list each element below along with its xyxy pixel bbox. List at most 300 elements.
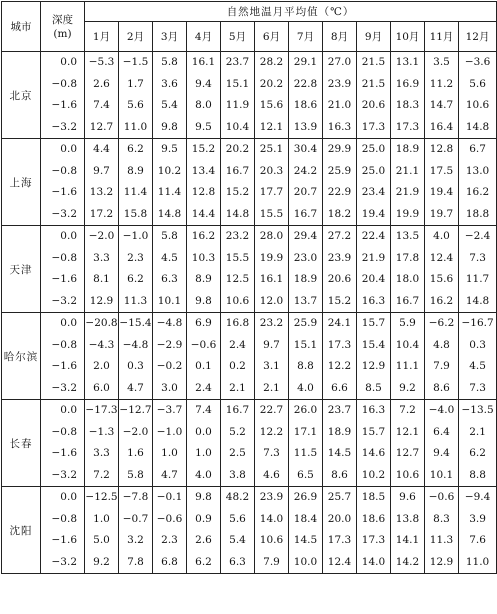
temperature-value: 4.5	[161, 251, 178, 264]
temperature-value: 27.2	[327, 230, 352, 242]
temperature-value: −16.7	[461, 317, 494, 329]
temperature-value: 28.2	[259, 56, 284, 68]
temperature-value: 21.5	[361, 77, 386, 90]
temperature-value: 16.2	[465, 186, 490, 198]
month-values-cell	[153, 226, 187, 313]
temperature-value: 2.1	[263, 381, 280, 394]
temperature-value: 15.1	[293, 338, 318, 351]
temperature-value: 15.2	[225, 186, 250, 198]
month-values-cell	[289, 52, 323, 139]
temperature-value: 13.9	[293, 120, 318, 133]
temperature-value: 0.9	[195, 512, 212, 525]
city-row	[2, 313, 497, 400]
temperature-value: 14.8	[465, 120, 490, 133]
temperature-value: 14.6	[361, 447, 386, 459]
temperature-value: 15.6	[259, 99, 284, 111]
temperature-value: 5.4	[161, 99, 178, 111]
temperature-value: 4.8	[433, 338, 450, 351]
temperature-value: 19.7	[429, 207, 454, 220]
temperature-value: 12.9	[361, 360, 386, 372]
temperature-value: 17.5	[429, 164, 454, 177]
temperature-value: 3.2	[127, 534, 144, 546]
temperature-value: 8.8	[297, 360, 314, 372]
temperature-value: 14.7	[429, 99, 454, 111]
temperature-value: 8.9	[195, 273, 212, 285]
month-values-cell	[153, 52, 187, 139]
depth-value: −1.6	[51, 447, 77, 459]
temperature-value: −0.6	[156, 512, 183, 525]
month-values-cell	[85, 226, 119, 313]
month-values-cell	[221, 313, 255, 400]
temperature-value: 25.1	[259, 143, 284, 155]
depth-cell	[41, 139, 85, 226]
month-values-cell	[323, 52, 357, 139]
temperature-value: 4.5	[469, 360, 486, 372]
temperature-value: 6.2	[195, 555, 212, 568]
temperature-value: 14.0	[361, 555, 386, 568]
temperature-value: 21.0	[327, 99, 352, 111]
temperature-value: 12.8	[191, 186, 216, 198]
temperature-value: 23.0	[293, 251, 318, 264]
month-values-cell	[323, 400, 357, 487]
temperature-value: 6.6	[331, 381, 348, 394]
month-values-cell	[391, 226, 425, 313]
table-title: 自然地温月平均值（℃）	[85, 2, 497, 22]
month-values-cell	[289, 139, 323, 226]
depth-value: 0.0	[60, 230, 77, 242]
temperature-value: 17.3	[361, 120, 386, 133]
temperature-value: 2.1	[469, 425, 486, 438]
temperature-value: 17.3	[361, 534, 386, 546]
temperature-value: 13.4	[191, 164, 216, 177]
temperature-value: 6.2	[127, 273, 144, 285]
temperature-value: 5.8	[161, 56, 178, 68]
month-values-cell	[119, 226, 153, 313]
temperature-value: 12.9	[89, 294, 114, 307]
city-row	[2, 226, 497, 313]
month-values-cell	[323, 487, 357, 574]
temperature-value: 6.2	[469, 447, 486, 459]
temperature-value: 13.1	[395, 56, 420, 68]
temperature-value: 29.4	[293, 230, 318, 242]
temperature-value: 10.6	[465, 99, 490, 111]
temperature-value: 11.2	[429, 77, 454, 90]
temperature-value: 12.9	[429, 555, 454, 568]
temperature-value: 2.3	[161, 534, 178, 546]
month-values-cell	[425, 226, 459, 313]
temperature-value: 4.0	[297, 381, 314, 394]
temperature-value: 10.6	[259, 534, 284, 546]
city-name: 长春	[2, 400, 41, 487]
temperature-value: −4.8	[122, 338, 149, 351]
temperature-value: 9.7	[93, 164, 110, 177]
temperature-value: 19.4	[361, 207, 386, 220]
temperature-value: −1.0	[156, 425, 183, 438]
month-values-cell	[119, 313, 153, 400]
temperature-value: 14.1	[395, 534, 420, 546]
temperature-value: 1.0	[93, 512, 110, 525]
month-header: 6月	[255, 22, 289, 52]
temperature-value: 6.5	[297, 468, 314, 481]
temperature-value: 5.0	[93, 534, 110, 546]
temperature-value: −7.8	[122, 491, 149, 503]
temperature-value: 7.3	[263, 447, 280, 459]
temperature-value: 22.7	[259, 404, 284, 416]
temperature-value: 14.8	[157, 207, 182, 220]
depth-value: −1.6	[51, 99, 77, 111]
month-values-cell	[85, 139, 119, 226]
temperature-value: −2.0	[122, 425, 149, 438]
temperature-value: 7.8	[127, 555, 144, 568]
temperature-value: 8.6	[433, 381, 450, 394]
depth-value: 0.0	[60, 491, 77, 503]
temperature-value: 5.2	[229, 425, 246, 438]
depth-value: 0.0	[60, 317, 77, 329]
temperature-value: 20.0	[327, 512, 352, 525]
city-name: 沈阳	[2, 487, 41, 574]
temperature-value: 17.1	[293, 425, 318, 438]
depth-cell	[41, 487, 85, 574]
temperature-value: 16.2	[429, 294, 454, 307]
temperature-value: 16.2	[191, 230, 216, 242]
temperature-value: 13.8	[395, 512, 420, 525]
temperature-value: 14.4	[191, 207, 216, 220]
month-values-cell	[459, 313, 497, 400]
temperature-value: 10.1	[157, 294, 182, 307]
month-values-cell	[289, 487, 323, 574]
month-header: 7月	[289, 22, 323, 52]
month-values-cell	[85, 313, 119, 400]
temperature-value: 3.8	[229, 468, 246, 481]
temperature-value: 9.5	[195, 120, 212, 133]
city-row	[2, 52, 497, 139]
temperature-value: 23.4	[361, 186, 386, 198]
temperature-value: 3.6	[161, 77, 178, 90]
month-values-cell	[187, 52, 221, 139]
temperature-value: 7.3	[469, 251, 486, 264]
temperature-value: 12.4	[429, 251, 454, 264]
temperature-value: 13.7	[293, 294, 318, 307]
month-header: 12月	[459, 22, 497, 52]
month-values-cell	[425, 139, 459, 226]
temperature-value: 2.4	[195, 381, 212, 394]
depth-value: −1.6	[51, 534, 77, 546]
temperature-value: 16.1	[191, 56, 216, 68]
temperature-value: 25.0	[361, 143, 386, 155]
temperature-value: 28.0	[259, 230, 284, 242]
temperature-value: 24.1	[327, 317, 352, 329]
depth-value: −0.8	[51, 164, 77, 177]
temperature-value: 7.4	[195, 404, 212, 416]
month-values-cell	[357, 139, 391, 226]
temperature-value: −6.2	[428, 317, 455, 329]
temperature-value: −3.6	[464, 56, 491, 68]
temperature-value: 6.8	[161, 555, 178, 568]
temperature-value: 22.9	[327, 186, 352, 198]
temperature-value: 7.4	[93, 99, 110, 111]
temperature-value: 3.3	[93, 251, 110, 264]
temperature-value: 16.8	[225, 317, 250, 329]
temperature-value: 14.5	[327, 447, 352, 459]
temperature-value: 26.0	[293, 404, 318, 416]
month-values-cell	[221, 400, 255, 487]
month-values-cell	[391, 139, 425, 226]
month-header: 3月	[153, 22, 187, 52]
temperature-value: 8.9	[127, 164, 144, 177]
temperature-value: 18.8	[465, 207, 490, 220]
month-values-cell	[221, 139, 255, 226]
depth-cell	[41, 313, 85, 400]
temperature-value: 9.2	[93, 555, 110, 568]
month-values-cell	[187, 226, 221, 313]
month-values-cell	[187, 487, 221, 574]
city-row	[2, 400, 497, 487]
month-values-cell	[187, 313, 221, 400]
month-values-cell	[425, 487, 459, 574]
temperature-value: 10.6	[225, 294, 250, 307]
temperature-value: 5.6	[229, 512, 246, 525]
temperature-value: 0.2	[229, 360, 246, 372]
month-values-cell	[459, 226, 497, 313]
temperature-value: 16.7	[293, 207, 318, 220]
temperature-value: 16.9	[395, 77, 420, 90]
temperature-value: 18.9	[293, 273, 318, 285]
temperature-value: 4.7	[127, 381, 144, 394]
temperature-value: 1.0	[161, 447, 178, 459]
month-values-cell	[391, 313, 425, 400]
temperature-value: 13.5	[395, 230, 420, 242]
temperature-value: 25.9	[327, 164, 352, 177]
temperature-value: −4.3	[88, 338, 115, 351]
temperature-value: 9.7	[263, 338, 280, 351]
temperature-value: 23.2	[259, 317, 284, 329]
month-values-cell	[255, 400, 289, 487]
temperature-value: 18.9	[395, 143, 420, 155]
temperature-value: 15.4	[361, 338, 386, 351]
month-values-cell	[323, 313, 357, 400]
temperature-value: 6.3	[229, 555, 246, 568]
city-name: 北京	[2, 52, 41, 139]
temperature-value: −1.5	[122, 56, 149, 68]
depth-cell	[41, 52, 85, 139]
temperature-value: −2.9	[156, 338, 183, 351]
temperature-value: 10.2	[361, 468, 386, 481]
temperature-value: 17.7	[259, 186, 284, 198]
temperature-value: 19.9	[259, 251, 284, 264]
temperature-value: 48.2	[225, 491, 250, 503]
month-values-cell	[255, 313, 289, 400]
month-values-cell	[119, 400, 153, 487]
temperature-value: 27.0	[327, 56, 352, 68]
temperature-value: 0.3	[127, 360, 144, 372]
temperature-value: 5.8	[161, 230, 178, 242]
temperature-value: −12.7	[119, 404, 152, 416]
temperature-value: 8.6	[331, 468, 348, 481]
temperature-value: 17.3	[327, 338, 352, 351]
temperature-value: 23.9	[327, 251, 352, 264]
temperature-value: 18.4	[293, 512, 318, 525]
temperature-value: 7.9	[263, 555, 280, 568]
month-header: 1月	[85, 22, 119, 52]
temperature-value: 20.2	[259, 77, 284, 90]
temperature-value: 20.6	[327, 273, 352, 285]
city-row	[2, 139, 497, 226]
temperature-value: 18.0	[395, 273, 420, 285]
depth-value: −0.8	[51, 512, 77, 525]
temperature-value: 8.1	[93, 273, 110, 285]
temperature-value: 15.8	[123, 207, 148, 220]
temperature-value: −2.0	[88, 230, 115, 242]
temperature-value: 25.9	[293, 317, 318, 329]
month-values-cell	[459, 139, 497, 226]
month-values-cell	[357, 487, 391, 574]
temperature-value: 11.4	[123, 186, 148, 198]
temperature-value: 16.7	[395, 294, 420, 307]
temperature-value: 23.9	[259, 491, 284, 503]
depth-value: −0.8	[51, 338, 77, 351]
temperature-value: 23.7	[225, 56, 250, 68]
temperature-value: 15.2	[191, 143, 216, 155]
temperature-value: 12.1	[395, 425, 420, 438]
temperature-value: 16.7	[225, 164, 250, 177]
month-values-cell	[119, 139, 153, 226]
month-values-cell	[357, 400, 391, 487]
depth-value: −3.2	[51, 555, 77, 568]
temperature-value: 0.1	[195, 360, 212, 372]
temperature-value: 18.2	[327, 207, 352, 220]
temperature-value: 13.2	[89, 186, 114, 198]
temperature-value: 12.0	[259, 294, 284, 307]
month-values-cell	[221, 487, 255, 574]
temperature-value: 12.8	[429, 143, 454, 155]
month-header: 9月	[357, 22, 391, 52]
temperature-value: 18.5	[361, 491, 386, 503]
city-name: 上海	[2, 139, 41, 226]
temperature-value: 9.8	[195, 491, 212, 503]
temperature-value: 23.2	[225, 230, 250, 242]
temperature-value: 15.5	[259, 207, 284, 220]
temperature-value: −4.0	[428, 404, 455, 416]
temperature-value: 1.7	[127, 77, 144, 90]
depth-header-unit: (m)	[53, 27, 72, 40]
temperature-value: 16.3	[361, 294, 386, 307]
temperature-value: 3.0	[161, 381, 178, 394]
month-values-cell	[425, 52, 459, 139]
ground-temperature-table	[1, 1, 497, 574]
month-values-cell	[153, 139, 187, 226]
temperature-value: 11.4	[157, 186, 182, 198]
temperature-value: 7.6	[469, 534, 486, 546]
table-body	[2, 52, 497, 574]
temperature-value: 16.3	[327, 120, 352, 133]
temperature-value: 11.1	[395, 360, 420, 372]
depth-value: −0.8	[51, 77, 77, 90]
temperature-value: 10.4	[395, 338, 420, 351]
temperature-value: 6.3	[161, 273, 178, 285]
temperature-value: 2.4	[229, 338, 246, 351]
month-values-cell	[255, 52, 289, 139]
temperature-value: 9.8	[161, 120, 178, 133]
temperature-value: 4.4	[93, 143, 110, 155]
temperature-value: 14.2	[395, 555, 420, 568]
month-values-cell	[187, 139, 221, 226]
temperature-value: 5.4	[229, 534, 246, 546]
temperature-value: 5.9	[399, 317, 416, 329]
month-values-cell	[459, 487, 497, 574]
temperature-value: −2.4	[464, 230, 491, 242]
temperature-value: 22.8	[293, 77, 318, 90]
temperature-value: 6.0	[93, 381, 110, 394]
temperature-value: 7.9	[433, 360, 450, 372]
depth-value: 0.0	[60, 143, 77, 155]
temperature-value: 1.0	[195, 447, 212, 459]
temperature-value: −15.4	[119, 317, 152, 329]
month-header: 10月	[391, 22, 425, 52]
temperature-value: 7.3	[469, 381, 486, 394]
temperature-value: 17.3	[395, 120, 420, 133]
month-values-cell	[391, 487, 425, 574]
month-values-cell	[85, 487, 119, 574]
temperature-value: 11.0	[123, 120, 148, 133]
temperature-value: 14.0	[259, 512, 284, 525]
temperature-value: 29.9	[327, 143, 352, 155]
depth-value: 0.0	[60, 404, 77, 416]
temperature-value: 14.8	[465, 294, 490, 307]
month-values-cell	[153, 487, 187, 574]
temperature-value: 16.3	[361, 404, 386, 416]
temperature-value: 16.4	[429, 120, 454, 133]
temperature-value: 23.7	[327, 404, 352, 416]
temperature-value: 2.0	[93, 360, 110, 372]
temperature-value: 12.1	[259, 120, 284, 133]
depth-value: −3.2	[51, 207, 77, 220]
month-values-cell	[221, 52, 255, 139]
temperature-value: −0.7	[122, 512, 149, 525]
temperature-value: 24.2	[293, 164, 318, 177]
temperature-value: −17.3	[85, 404, 118, 416]
month-values-cell	[425, 400, 459, 487]
temperature-value: 25.0	[361, 164, 386, 177]
temperature-value: 21.9	[395, 186, 420, 198]
temperature-value: 16.1	[259, 273, 284, 285]
temperature-value: −1.0	[122, 230, 149, 242]
temperature-value: 8.5	[365, 381, 382, 394]
month-values-cell	[391, 52, 425, 139]
depth-header	[41, 2, 85, 52]
month-values-cell	[187, 400, 221, 487]
temperature-value: 12.7	[89, 120, 114, 133]
temperature-value: 2.6	[195, 534, 212, 546]
temperature-value: 8.0	[195, 99, 212, 111]
temperature-value: 17.2	[89, 207, 114, 220]
temperature-value: −0.2	[156, 360, 183, 372]
temperature-value: 12.2	[327, 360, 352, 372]
temperature-value: 5.6	[469, 77, 486, 90]
temperature-value: −0.6	[428, 491, 455, 503]
temperature-value: 23.9	[327, 77, 352, 90]
temperature-value: 0.0	[195, 425, 212, 438]
temperature-value: 10.4	[225, 120, 250, 133]
temperature-value: 9.5	[161, 143, 178, 155]
temperature-value: −0.6	[190, 338, 217, 351]
temperature-value: 6.7	[469, 143, 486, 155]
temperature-value: 12.5	[225, 273, 250, 285]
month-values-cell	[425, 313, 459, 400]
depth-value: −3.2	[51, 381, 77, 394]
depth-value: −3.2	[51, 468, 77, 481]
month-values-cell	[459, 400, 497, 487]
month-values-cell	[459, 52, 497, 139]
